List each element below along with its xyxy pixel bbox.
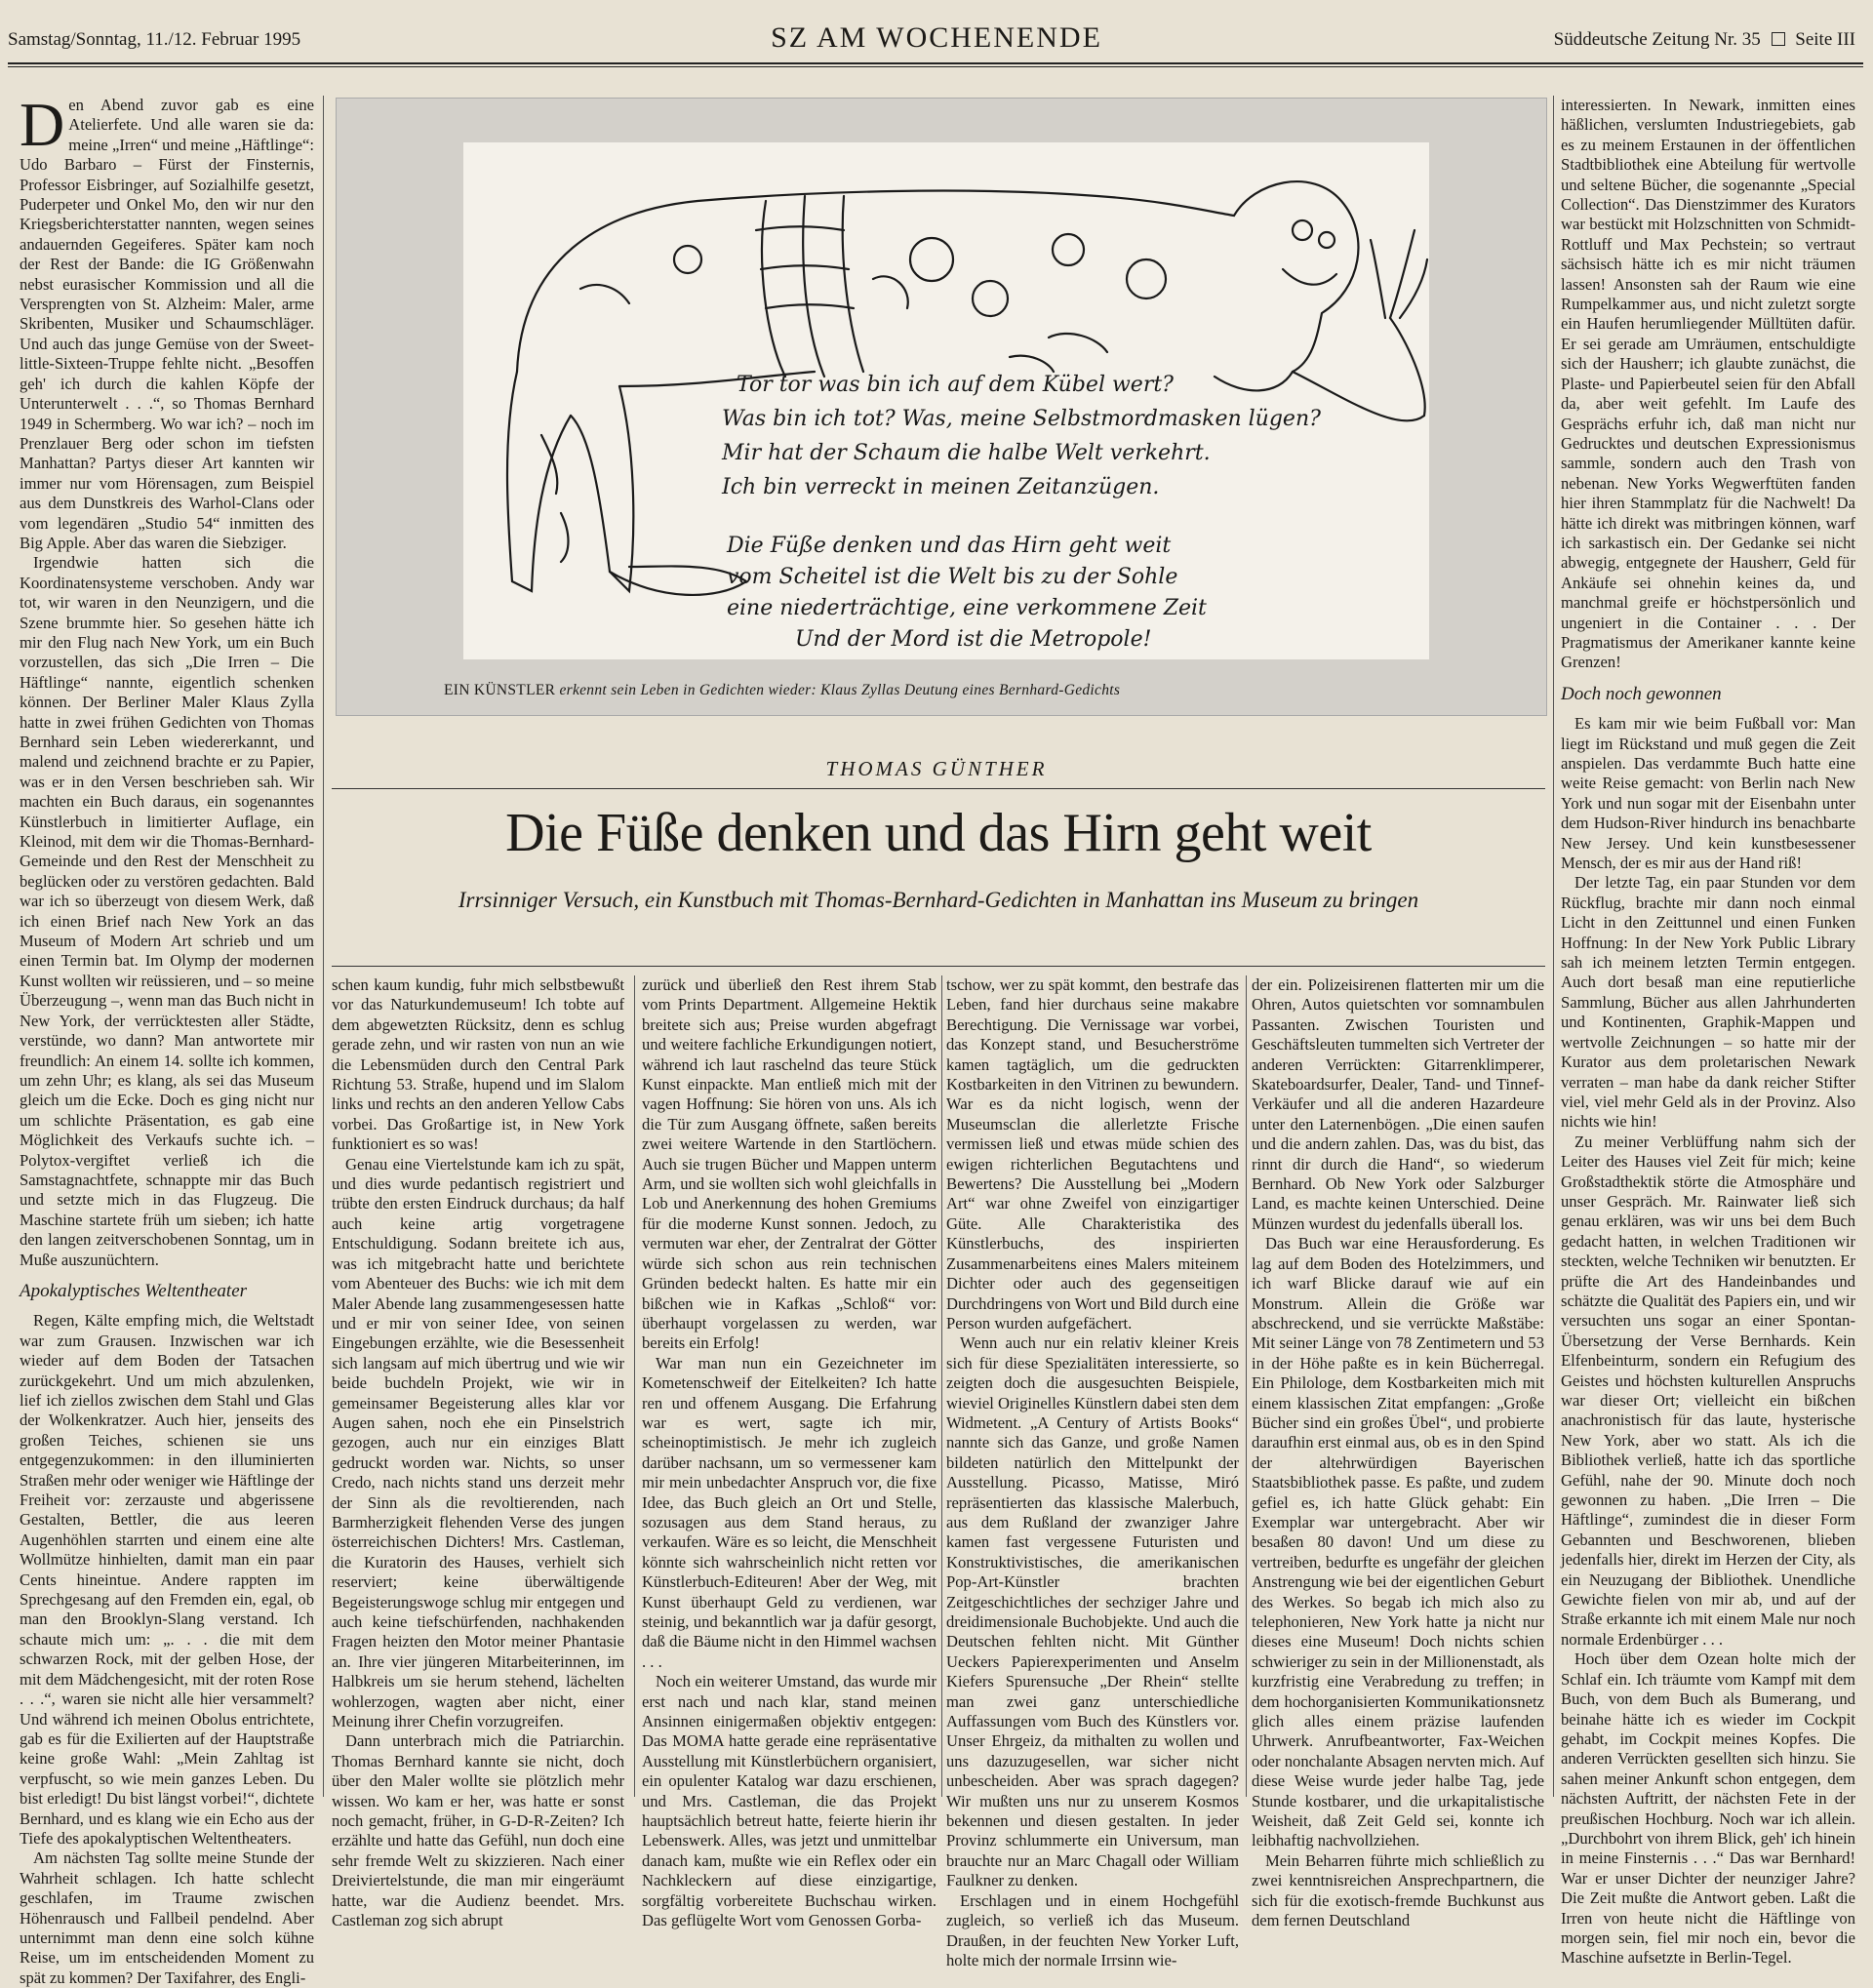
paragraph: Wenn auch nur ein relativ kleiner Kreis sich für diese Spezialitäten interessierte, so zeigten doch die ausgesuchten Beispiele, wieviel Originelles Künstlern dabei sten dem Widmetent. „A Century of Artists Books“ nannte sich das Ganze, und große Namen bildeten natürlich den Mittelpunkt der Ausstellung. Picasso, Matisse, Miró repräsentierten das klassische Malerbuch, aus dem Rußland der zwanziger Jahre kamen fast vergessene Futuristen und Konstruktivistisches, die amerikanischen Pop-Art-Künstler brachten Zeitgeschichtliches der sechziger Jahre und dreidimensionale Buchobjekte. Und auch die Deutschen fehlten nicht. Mit Günther Ueckers Papierexperimenten und Anselm Kiefers Spurensuche „Der Rhein“ stellte man zwei ganz unterschiedliche Auffassungen vom Buch des Künstlers vor. Unser Ehrgeiz, da mithalten zu wollen und uns dazuzugesellen, war sicher nicht unbescheiden. Aber was sprach dagegen? Wir mußten uns nur zu unserem Kosmos bekennen und diesen gestalten. In jeder Provinz schlummerte ein Universum, man brauchte nur an Marc Chagall oder William Faulkner zu denken. <box>946 1333 1239 1890</box>
headline-rule <box>332 788 1545 789</box>
article-column-2 <box>332 975 624 1930</box>
figure-drawing <box>463 142 1429 659</box>
handwritten-line: Die Füße denken und das Hirn geht weit <box>727 534 1172 558</box>
paragraph: Dann unterbrach mich die Patriarchin. Thomas Bernhard kannte sie nicht, doch über den Maler wollte sie plötzlich mehr wissen. Wo kam er her, was hatte er sonst noch gemacht, früher, in G-D-R-Zeiten? Ich erzählte und hatte das Gefühl, nun doch eine sehr fremde Welt zu skizzieren. Nach einer Dreiviertelstunde, die man mir eingeräumt hatte, war die Audienz beendet. Mrs. Castleman zog sich abrupt <box>332 1731 624 1930</box>
article-column-1 <box>20 90 314 1987</box>
masthead <box>0 14 1873 64</box>
paragraph: zurück und überließ den Rest ihrem Stab vom Prints Department. Allgemeine Hektik breitete sich aus; Preise wurden abgefragt und weitere fachliche Erkundigungen notiert, während ich laut raschelnd das teure Stück Kunst einpackte. Man entließ mich mit der vagen Hoffnung: Sie hören von uns. Als ich die Tür zum Ausgang öffnete, saßen bereits zwei weitere Wartende in den Startlöchern. Auch sie trugen Bücher und Mappen unterm Arm, und sie wollten sich wohl gleichfalls in Lob und Anerkennung des hohen Gremiums für die moderne Kunst sonnen. Jedoch, zu vermuten war eher, der Zentralrat der Götter würde sich schon aus rein technischen Gründen bedeckt halten. Es hatte mir ein bißchen wie in Kafkas „Schloß“ vor: überhaupt vorgelassen zu werden, war bereits ein Erfolg! <box>642 975 936 1353</box>
column-rule <box>1553 96 1554 1797</box>
paragraph: Noch ein weiterer Umstand, das wurde mir erst nach und nach klar, stand meinen Ansinnen einigermaßen objektiv entgegen: Das MOMA hatte gerade eine repräsentative Ausstellung mit Künstlerbüchern organisiert, ein opulenter Katalog war dazu erschienen, und Mrs. Castleman, die das Projekt hauptsächlich betreut hatte, feierte hierin ihr Lebenswerk. Alles, was jetzt und unmittelbar danach kam, mußte wie ein Reflex oder ein Nachkleckern auf diese einzigartige, sorgfältig vorbereitete Buchschau wirken. Das geflügelte Wort vom Genossen Gorba- <box>642 1672 936 1930</box>
handwritten-line: Und der Mord ist die Metropole! <box>795 627 1152 652</box>
paragraph: Zu meiner Verblüffung nahm sich der Leiter des Hauses viel Zeit für mich; keine Großstadthektik störte die Atmosphäre und unser Gespräch. Mr. Rainwater ließ sich genau erklären, was wir uns bei dem Buch gedacht hatten, in welchen Traditionen wir steckten, welche Techniken wir benutzten. Er prüfte die Art des Handeinbandes und schätzte die Qualität des Papiers ein, und wir versuchten uns sogar an einer Spontan-Übersetzung der Verse Bernhards. Kein Elfenbeinturm, sondern ein Refugium des Geistes und höchsten kulturellen Anspruchs war dieser Ort; vielleicht ein bißchen anachronistisch für das laute, hysterische New York, aber wo statt. Als ich die Bibliothek verließ, hatte ich das sportliche Gefühl, nahe der 90. Minute doch noch gewonnen zu haben. „Die Irren – Die Häftlinge“, zumindest die in dieser Form Gebannten und Beschworenen, blieben jedenfalls hier, direkt im Herzen der City, als ein Neuzugang der Bibliothek. Unendliche Gewichte fielen von mir ab, und auf der Straße erkannte ich mit einem Male nur noch normale Erdenbürger . . . <box>1561 1132 1855 1649</box>
drop-cap: D <box>20 90 65 159</box>
handwritten-line: eine niederträchtige, eine verkommene Zeit <box>727 596 1207 620</box>
paper-info <box>1554 29 1855 51</box>
column-rule <box>1246 975 1247 1797</box>
paragraph: Regen, Kälte empfing mich, die Weltstadt war zum Grausen. Inzwischen war ich wieder auf dem Boden der Tatsachen zurückgekehrt. Und um mich abzulenken, lief ich ziellos zwischen dem Stahl und Glas der Wolkenkratzer. Auch hier, jenseits des großen Teiches, schienen sie uns entgegenzukommen: in den illuminierten Straßen mehr oder weniger wie Häftlinge der Freiheit vor: zerzauste und abgerissene Gestalten, Bettler, die aus leeren Augenhöhlen starrten und einem eine alte Wollmütze hinhielten, damit man ein paar Cents hineintue. Andere rappten im Sprechgesang auf den Fremden ein, egal, ob man den Brooklyn-Slang verstand. Ich schaute mich um: „. . . die mit dem schwarzen Rock, mit der gelben Hose, der mit dem Mädchengesicht, mit der roten Rose . . .“, waren sie nicht alle hier versammelt? Und während ich meinen Obolus entrichtete, gab es für die Exilierten auf der Hauptstraße keine große Wahl: „Mein Zahltag ist verpfuscht, so wie mein ganzes Leben. Du bist erledigt! Du bist längst vorbei!“, dichtete Bernhard, und es klang wie ein Echo aus der Tiefe des apokalyptischen Weltentheaters. <box>20 1311 314 1848</box>
paragraph: schen kaum kundig, fuhr mich selbstbewußt vor das Naturkundemuseum! Ich tobte auf dem abgewetzten Rücksitz, denn es schlug gerade zehn, und wir rasten von nun an wie die Lebensmüden durch den Central Park Richtung 53. Straße, hupend und im Slalom links und rechts an den anderen Yellow Cabs vorbei. Das Großartige ist, in New York funktioniert es so was! <box>332 975 624 1154</box>
article-column-4 <box>946 975 1239 1969</box>
paragraph: Mein Beharren führte mich schließlich zu zwei kenntnisreichen Ansprechpartnern, die sich für die exotisch-fremde Buchkunst aus dem fernen Deutschland <box>1252 1850 1544 1930</box>
handwritten-line: Ich bin verreckt in meinen Zeitanzügen. <box>722 475 1160 499</box>
paragraph: tschow, wer zu spät kommt, den bestrafe das Leben, fand hier durchaus seine makabre Berechtigung. Die Vernissage war vorbei, das Konzept stand, und Besucherströme kamen tagtäglich, um die gedruckten Kostbarkeiten in den Vitrinen zu bewundern. War es da nicht logisch, wenn der Museumsclan die allerletzte Frische vermissen ließ und etwas müde schien des ewigen richterlichen Begutachtens und Bewertens? Die Ausstellung bei „Modern Art“ war ohne Zweifel von einzigartiger Güte. Alle Charakteristika des Künstlerbuchs, des inspirierten Zusammenarbeitens eines Malers miteinem Dichter oder auch des gegenseitigen Durchdringens von Wort und Bild durch eine Person wurden aufgefächert. <box>946 975 1239 1332</box>
paragraph: Hoch über dem Ozean holte mich der Schlaf ein. Ich träumte vom Kampf mit dem Buch, von dem Buch als Bumerang, und beinahe hätte ich es wieder im Cockpit gehabt, im Cockpit meines Kopfes. Die anderen Verrückten gesellten sich hinzu. Sie sahen meiner Ankunft schon entgegen, dem nächsten Auftritt, der nächsten Fete in der preußischen Hochburg. Noch war ich allein. „Durchbohrt von ihrem Blick, geh' ich hinein in meine Finsternis . . .“ Das war Bernhard! War er unser Dichter der neunziger Jahre? Die Zeit mußte die Antwort geben. Laßt die Irren von heute nicht die Häftlinge von morgen sein, fiel mir noch ein, bevor die Maschine aufsetzte in Berlin-Tegel. <box>1561 1650 1855 1968</box>
masthead-rule-thin <box>8 66 1863 67</box>
paragraph: War man nun ein Gezeichneter im Kometenschweif der Eitelkeiten? Ich hatte ren und offenem Ausgang. Die Erfahrung war es wert, sagte ich mir, scheinoptimistisch. Je mehr ich zugleich darüber nachsann, um so vermessener kam mir mein unbedachter Anspruch vor, die fixe Idee, das Buch gleich an Ort und Stelle, sozusagen aus dem Stand heraus, zu verkaufen. Wäre es so leicht, die Menschheit könnte sich wahrscheinlich nicht retten vor Künstlerbuch-Editeuren! Aber der Weg, mit Kunst überhaupt Geld zu verdienen, war steinig, und bekanntlich war ja dafür gesorgt, daß die Bäume nicht in den Himmel wachsen . . . <box>642 1353 936 1671</box>
masthead-rule <box>8 62 1863 64</box>
body-rule <box>332 966 1545 967</box>
handwritten-line: Tor tor was bin ich auf dem Kübel wert? <box>737 373 1174 397</box>
paragraph: Es kam mir wie beim Fußball vor: Man liegt im Rückstand und muß gegen die Zeit anspielen. Das verdammte Buch hatte eine weite Reise gemacht: von Berlin nach New York und nun sogar mit der Eisenbahn unter dem Hudson-River hindurch ins benachbarte New Jersey. Und kein kunstbesessener Mensch, der es mir aus der Hand riß! <box>1561 714 1855 873</box>
caption-lead: EIN KÜNSTLER <box>444 682 556 698</box>
column-rule <box>941 975 942 1797</box>
illustration-box <box>336 98 1547 716</box>
paragraph: Erschlagen und in einem Hochgefühl zugleich, so verließ ich das Museum. Draußen, in der feuchten New Yorker Luft, holte mich der normale Irrsinn wie- <box>946 1890 1239 1969</box>
issue-date: Samstag/Sonntag, 11./12. Februar 1995 <box>8 29 301 50</box>
article-subheadline: Irrsinniger Versuch, ein Kunstbuch mit Thomas-Bernhard-Gedichten in Manhattan ins Museum zu bringen <box>458 888 1419 912</box>
handwritten-line: Was bin ich tot? Was, meine Selbstmordmasken lügen? <box>722 407 1321 431</box>
article-column-5 <box>1252 975 1544 1930</box>
subheading: Doch noch gewonnen <box>1561 683 1722 704</box>
caption-text: erkennt sein Leben in Gedichten wieder: Klaus Zyllas Deutung eines Bernhard-Gedichts <box>559 682 1121 698</box>
paragraph: Den Abend zuvor gab es eine Atelierfete. Und alle waren sie da: meine „Irren“ und meine „Häftlinge“: Udo Barbaro – Fürst der Finsternis, Professor Eisbringer, auf Sozialhilfe gesetzt, Puderpeter und Onkel Mo, den wir nur den Kriegsberichterstatter nannten, wegen seines andauernden Gegeiferes. Später kam noch der Rest der Bande: die IG Größenwahn nebst eurasischer Kommission und all die Versprengten von St. Alzheim: Maler, arme Skribenten, Musiker und Schaumschläger. Und auch das junge Gemüse von der Sweet-little-Sixteen-Truppe fehlte nicht. „Besoffen geh' ich durch die kahlen Köpfe der Unterunterwelt . . .“, so Thomas Bernhard 1949 in Schermberg. Wo war ich? – noch im Prenzlauer Berg oder schon im tiefsten Manhattan? Partys dieser Art kannten wir immer nur vom Hörensagen, zum Beispiel aus dem Dunstkreis des Warhol-Clans oder vom legendären „Studio 54“ inmitten des Big Apple. Aber das waren die Siebziger. <box>20 90 314 552</box>
paragraph: Am nächsten Tag sollte meine Stunde der Wahrheit schlagen. Ich hatte schlecht geschlafen, im Traume zwischen Höhenrausch und Fallbeil pendelnd. Aber unternimmt man denn eine solch kühne Reise, um im entscheidenden Moment zu spät zu kommen? Der Taxifahrer, des Engli- <box>20 1849 314 1987</box>
author-byline: THOMAS GÜNTHER <box>825 757 1048 780</box>
paper-name: Süddeutsche Zeitung Nr. 35 <box>1553 29 1761 50</box>
paragraph: Das Buch war eine Herausforderung. Es lag auf dem Boden des Hotelzimmers, und ich warf Blicke darauf wie auf ein Monstrum. Allein die Größe war abschreckend, und sie verrückte Maßstäbe: Mit seiner Länge von 78 Zentimetern und 53 in der Höhe paßte es in kein Bücherregal. Ein Philologe, dem Kostbarkeiten mich mit einem klassischen Zitat empfangen: „Große Bücher sind ein großes Übel“, und probierte daraufhin erst einmal aus, ob es in den Spind der altehrwürdigen Bayerischen Staatsbibliothek passe. Es paßte, und zudem gefiel es, ich hatte Glück gehabt: Ein Exemplar war untergebracht. Aber wir besaßen 80 davon! Und um diese zu vertreiben, bedurfte es ungefähr der gleichen Anstrengung wie bei der eigentlichen Geburt des Werkes. So begab ich mich also zu telephonieren, New York hatte ja nicht nur dieses eine Museum! Doch nichts schien schwieriger zu sein in der Millionenstadt, als kurzfristig eine Verabredung zu treffen; in dem hochorganisierten Kommunikationsnetz glich alles einem präzise laufenden Uhrwerk. Anrufbeantworter, Fax-Weichen oder nonchalante Absagen nervten mich. Auf diese Weise wurde jeder halbe Tag, jede Stunde kostbarer, und die urkapitalistische Weisheit, daß Zeit Geld sei, konnte ich leibhaftig nachvollziehen. <box>1252 1234 1544 1850</box>
paragraph: Irgendwie hatten sich die Koordinatensysteme verschoben. Andy war tot, wir waren in den Neunzigern, und die Szene brummte hier. So gesehen hätte ich mir den Flug nach New York, um ein Buch vorzustellen, das sich „Die Irren – Die Häftlinge“ nannte, eigentlich schenken können. Der Berliner Maler Klaus Zylla hatte in zwei frühen Gedichten von Thomas Bernhard sein Leben wiedererkannt, und malend und zeichnend brachte er zu Papier, was er in den Versen beschrieben sah. Wir machten ein Buch daraus, ein sogenanntes Künstlerbuch in limitierter Auflage, ein Kleinod, mit dem wir die Thomas-Bernhard-Gemeinde und den Rest der Menschheit zu beglücken oder zu verstören gedachten. Bald war ich so überzeugt von diesem Werk, daß ich einen Brief nach New York an das Museum of Modern Art schrieb und um einen Termin bat. Im Olymp der modernen Kunst wollten wir reüssieren, und – so meine Überzeugung –, wenn man das Buch nicht in New York, der verrücktesten aller Städte, verstünde, wo dann? Man antwortete mir freundlich: An einem 14. sollte ich kommen, um zehn Uhr; es klang, als sei das Museum gleich um die Ecke. Doch es ging nicht nur um schlichte Präsentation, es gab eine Möglichkeit des Verkaufs suchte ich. – Polytox-vergiftet verließ ich die Samstagnachtfete, schnappte mir das Buch und setzte mich in das Flugzeug. Die Maschine startete früh um sieben; ich hatte den langen zeitverschobenen Sonntag, um in Muße auszunüchtern. <box>20 553 314 1269</box>
paragraph: Genau eine Viertelstunde kam ich zu spät, und dies wurde pedantisch registriert und trübte den ersten Eindruck durchaus; da half auch keine artig vorgetragene Entschuldigung. Sodann breitete ich aus, was ich mitgebracht hatte und berichtete vom Abenteuer des Buchs: wie ich mit dem Maler Abende lang zusammengesessen hatte und er mir von seiner Idee, von seinen Eingebungen erzählte, wie die Besessenheit sich langsam auf mich übertrug und wie wir beide buchdeln Projekt, wie wir in gemeinsamer Begeisterung alles klar vor Augen sahen, noch ehe ein Pinselstrich gezogen, auch nur ein einziges Blatt gedruckt worden war. Nichts, so unser Credo, nach nichts stand uns derzeit mehr der Sinn als die revoltierenden, nach Barmherzigkeit flehenden Verse des jungen österreichischen Dichters! Mrs. Castleman, die Kuratorin des Hauses, verhielt sich reserviert; keine überwältigende Begeisterungswoge schlug mir entgegen und auch keine tiefschürfenden, nachhakenden Fragen heizten den Motor meiner Phantasie an. Ihre vier jüngeren Mitarbeiterinnen, im Halbkreis um sie herum stehend, lächelten wohlerzogen, wagten aber nicht, einer Meinung ihrer Chefin vorzugreifen. <box>332 1154 624 1731</box>
article-headline: Die Füße denken und das Hirn geht weit <box>505 803 1372 863</box>
picture-caption <box>444 682 1120 699</box>
handwritten-line: Mir hat der Schaum die halbe Welt verkehrt. <box>722 441 1211 465</box>
paragraph: Der letzte Tag, ein paar Stunden vor dem Rückflug, brachte mir dann noch einmal Licht in den Zeittunnel und einen Funken Hoffnung: In der New York Public Library sah ich meinem letzten Termin entgegen. Auch dort besaß man eine reputierliche Sammlung, Bücher aus allen Jahrhunderten und Kontinenten, Graphik-Mappen und wertvolle Zeichnungen – so hatte mir der Kurator aus dem proletarischen Newark verraten – man habe da dank reicher Stifter viel, viel mehr Geld als in der Provinz. Also nichts wie hin! <box>1561 873 1855 1132</box>
column-rule <box>323 96 324 1797</box>
square-icon <box>1772 32 1785 46</box>
drawing <box>463 142 1429 659</box>
handwritten-line: vom Scheitel ist die Welt bis zu der Sohle <box>727 565 1178 589</box>
article-column-3 <box>642 975 936 1930</box>
paragraph: interessierten. In Newark, inmitten eines häßlichen, verslumten Industriegebiets, gab es zu meinem Erstaunen in der öffentlichen Stadtbibliothek eine Abteilung für wertvolle und seltene Bücher, die sogenannte „Special Collection“. Das Dienstzimmer des Kurators war bestückt mit Holzschnitten von Schmidt-Rottluff und Max Pechstein; so vertraut sächsisch hätte ich es mir nicht träumen lassen! Ansonsten sah der Raum wie eine Rumpelkammer aus, und nicht zuletzt sorgte ein Haufen herumliegender Mülltüten dafür. Er sei gerade am Umräumen, entschuldigte sich der Hausherr; ich glaubte zunächst, die Plaste- und Papierbeutel seien für den Abfall da, aber weit gefehlt. Im Laufe des Gesprächs erfuhr ich, daß man nicht nur Gedrucktes und deutschen Expressionismus sammle, sondern auch den Trash von nebenan. New Yorks Wegwerftüten fanden hier ihren Stammplatz für die Nachwelt! Da hätte ich direkt was mitbringen können, warf ich sarkastisch ein. Der Gedanke sei nicht abwegig, entgegnete der Hausherr, Geld für Ankäufe sei ohnehin keines da, und manchmal greife er höchstpersönlich und ungeniert in die Container . . . Der Pragmatismus der Amerikaner kannte keine Grenzen! <box>1561 96 1855 672</box>
paragraph: der ein. Polizeisirenen flatterten mir um die Ohren, Autos quietschten vor somnambulen Passanten. Zwischen Touristen und Geschäftsleuten tummelten sich Vertreter der anderen Verrückten: Gitarrenklimperer, Skateboardsurfer, Dealer, Tand- und Tinnef-Verkäufer und all die anderen Hazardeure unter den Laternenbögen. „Die einen saufen und die andern zahlen. Das, was du bist, das rinnt dir durch die Hand“, so wiederum Bernhard. Ob New York oder Salzburger Land, es machte keinen Unterschied. Deine Münzen wurdest du jedenfalls überall los. <box>1252 975 1544 1233</box>
section-title: SZ AM WOCHENENDE <box>771 21 1102 54</box>
column-rule <box>634 975 635 1797</box>
subheading: Apokalyptisches Weltentheater <box>20 1280 248 1301</box>
page-number: Seite III <box>1795 29 1855 50</box>
article-column-6 <box>1561 96 1855 1968</box>
